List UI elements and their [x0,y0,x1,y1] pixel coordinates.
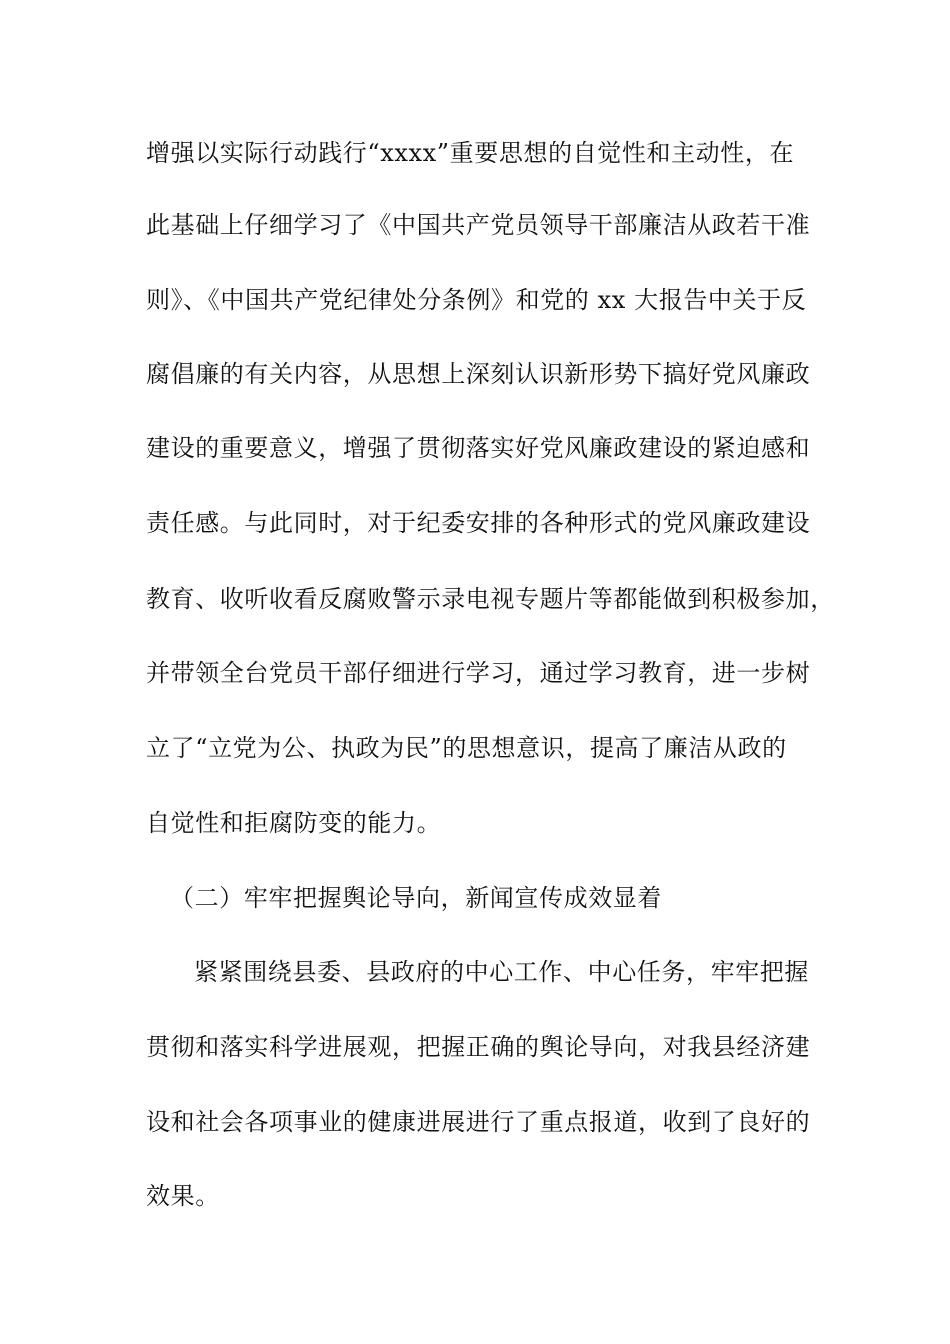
paragraph-1-line-9: 立了“立党为公、执政为民”的思想意识，提高了廉洁从政的 [146,734,787,762]
paragraph-2-line-3: 设和社会各项事业的健康进展进行了重点报道，收到了良好的 [146,1108,811,1136]
paragraph-1-line-5: 建设的重要意义，增强了贯彻落实好党风廉政建设的紧迫感和 [146,434,811,462]
paragraph-1-line-7: 教育、收听收看反腐败警示录电视专题片等都能做到积极参加， [146,585,835,613]
paragraph-2-line-1: 紧紧围绕县委、县政府的中心工作、中心任务，牢牢把握 [194,958,809,986]
paragraph-1-line-4: 腐倡廉的有关内容，从思想上深刻认识新形势下搞好党风廉政 [146,360,811,388]
paragraph-2-line-2: 贯彻和落实科学进展观，把握正确的舆论导向，对我县经济建 [146,1033,811,1061]
paragraph-1-line-8: 并带领全台党员干部仔细进行学习，通过学习教育，进一步树 [146,659,811,687]
paragraph-1-line-6: 责任感。与此同时，对于纪委安排的各种形式的党风廉政建设 [146,509,811,537]
paragraph-1-line-10: 自觉性和拒腐防变的能力。 [146,809,442,837]
paragraph-2-line-4: 效果。 [146,1182,220,1210]
paragraph-1-line-2: 此基础上仔细学习了《中国共产党员领导干部廉洁从政若干准 [146,211,811,239]
section-heading: （二）牢牢把握舆论导向，新闻宣传成效显着 [170,884,662,912]
paragraph-1-line-1: 增强以实际行动践行“xxxx”重要思想的自觉性和主动性，在 [146,139,795,167]
paragraph-1-line-3: 则》、《中国共产党纪律处分条例》和党的 xx 大报告中关于反 [146,286,807,314]
